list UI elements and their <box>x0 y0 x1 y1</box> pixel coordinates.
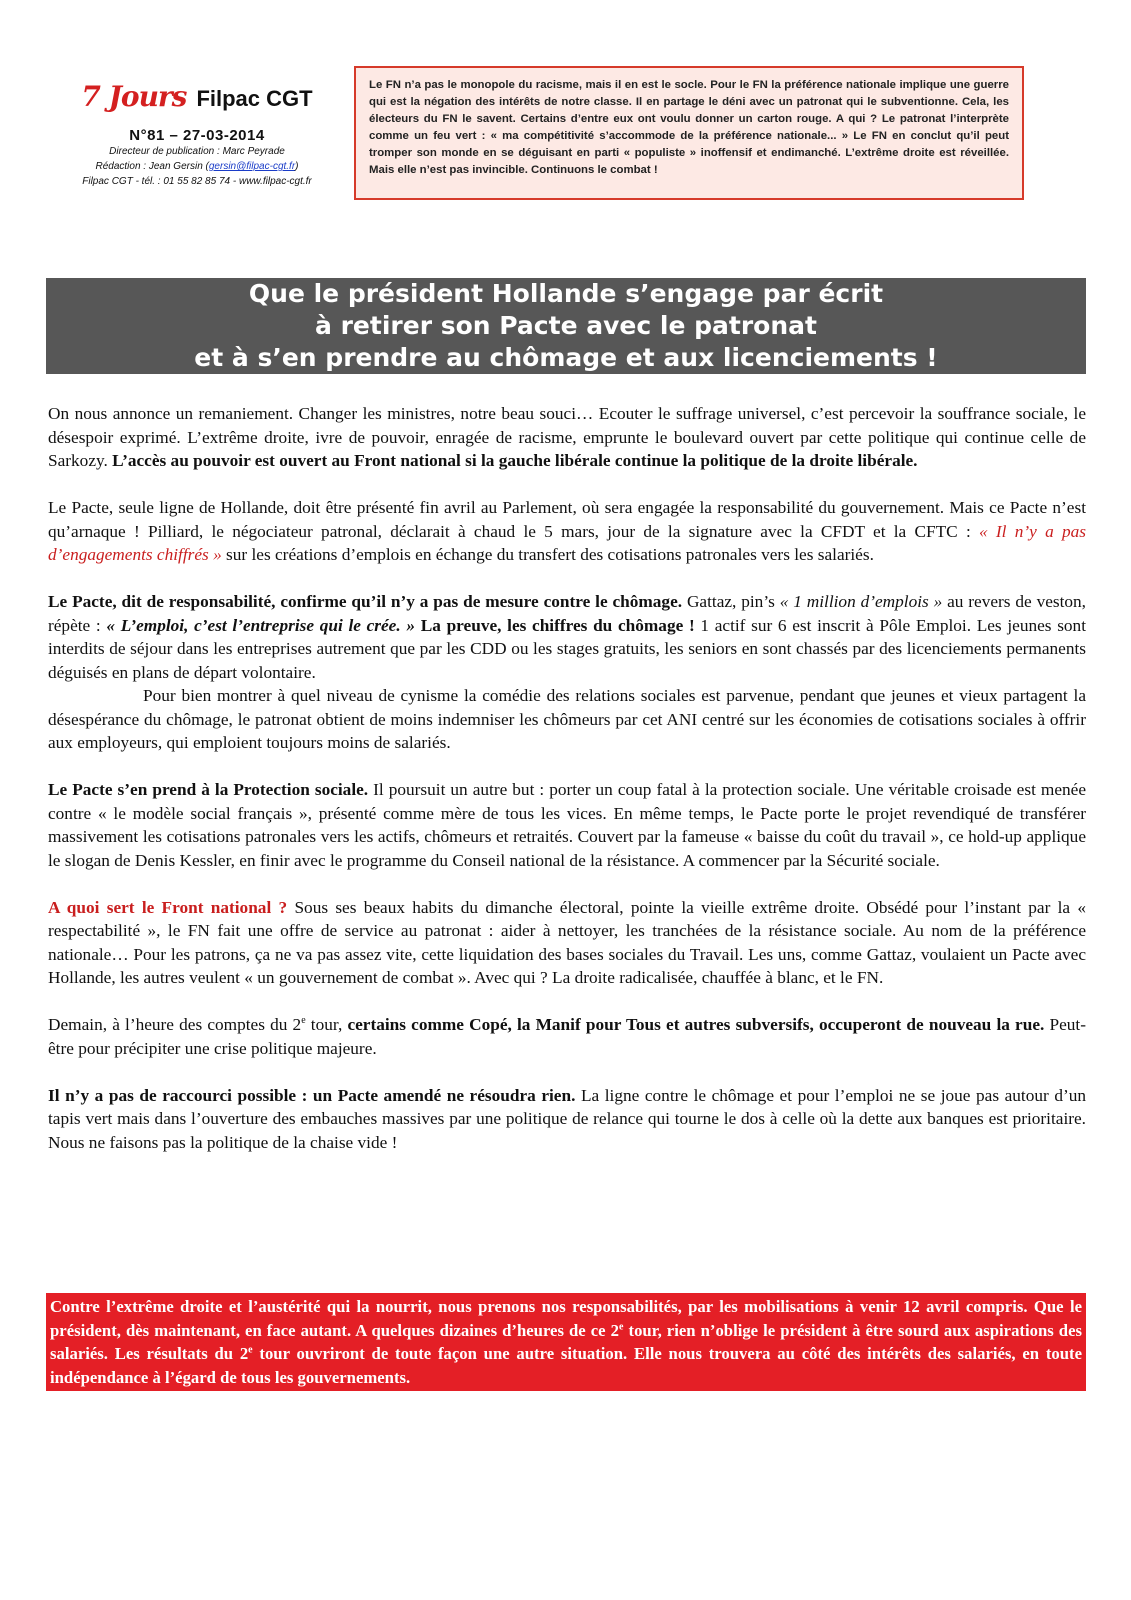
headline-line-1: Que le président Hollande s’engage par écrit <box>248 279 884 308</box>
closing-text-b: tour, rien n’oblige le président à être sourd aux aspirations des salariés. Les résultats du 2 <box>50 1320 1082 1363</box>
paragraph-6 <box>48 896 1086 990</box>
p2-quote: « Il n’y a pas d’engagements chiffrés » <box>48 521 1086 564</box>
p7-text-a: Demain, à l’heure des comptes du 2 <box>48 1015 302 1034</box>
brand-logo-script: 7 Jours <box>81 80 187 113</box>
p1-bold: L’accès au pouvoir est ouvert au Front national si la gauche libérale continue la politique de la droite libérale. <box>112 451 918 470</box>
closing-text-c: tour ouvriront de toute façon une autre situation. Elle nous trouvera au côté des intérêts des salariés, en toute indépendance à l’égard de tous les gouvernements. <box>50 1344 1082 1387</box>
p7-text-b: tour, <box>305 1015 348 1034</box>
article-body <box>48 402 1086 1178</box>
headline-line-3: et à s’en prendre au chômage et aux licenciements ! <box>194 343 938 372</box>
brand <box>52 80 342 113</box>
p3-text-d: au revers de veston, répète : <box>48 592 1087 635</box>
issue-number: N°81 – 27-03-2014 <box>129 127 265 144</box>
p3-text-b: Gattaz, pin’s <box>682 592 780 611</box>
paragraph-7 <box>48 1013 1086 1060</box>
p2-text-a: Le Pacte, seule ligne de Hollande, doit être présenté fin avril au Parlement, où sera engagée la responsabilité du gouvernement. Mais ce Pacte n’est qu’arnaque ! Pilliard, le négociateur patronal, déclarait à chaud le 5 mars, jour de la signature avec la CFDT et la CFTC : <box>48 498 1086 541</box>
redaction-prefix: Rédaction : Jean Gersin ( <box>95 161 209 172</box>
paragraph-2 <box>48 496 1086 567</box>
p3-quote-emploi: « L’emploi, c’est l’entreprise qui le crée. » <box>106 615 416 635</box>
headline-line-2: à retirer son Pacte avec le patronat <box>315 311 817 340</box>
publication-director: Directeur de publication : Marc Peyrade <box>109 146 285 157</box>
p7-bold: certains comme Copé, la Manif pour Tous et autres subversifs, occuperont de nouveau la rue. <box>347 1015 1045 1034</box>
masthead <box>52 80 342 189</box>
p5-text: Il poursuit un autre but : porter un coup fatal à la protection sociale. Une véritable croisade est menée contre « le modèle social français », présenté comme mère de tous les vices. En même temps, le Pacte porte le projet revendiqué de transférer massivement les cotisations patronales vers les actifs, chômeurs et retraités. Couvert par la fameuse « baisse du coût du travail », ce hold-up applique le slogan de Denis Kessler, en finir avec le programme du Conseil national de la résistance. A commencer par la Sécurité sociale. <box>48 780 1086 870</box>
paragraph-1 <box>48 402 1086 473</box>
closing-banner <box>46 1293 1086 1391</box>
closing-sup-2: e <box>248 1344 253 1356</box>
redaction-suffix: ) <box>295 161 299 172</box>
p3-bold-preuve: La preuve, les chiffres du chômage ! <box>415 615 695 635</box>
headline-banner <box>46 278 1086 374</box>
editorial-callout: Le FN n’a pas le monopole du racisme, mais il en est le socle. Pour le FN la préférence nationale implique une guerre qui est la négation des intérêts de notre classe. Il en partage le déni avec un patronat qui le subventionne. Cela, les électeurs du FN le savent. Certains d’entre eux ont voulu donner un carton rouge. A qui ? Le patronat l’interprète comme un feu vert : « ma compétitivité s’accommode de la préférence nationale... » Le FN en conclut qu’il peut tromper son monde en se déguisant en parti « populiste » inoffensif et endimanché. L’extrême droite est réveillée. Mais elle n’est pas invincible. Continuons le combat ! <box>354 66 1024 200</box>
closing-text-a: Contre l’extrême droite et l’austérité qui la nourrit, nous prenons nos responsabilités, par les mobilisations à venir 12 avril compris. Que le président, dès maintenant, en face autant. A quelques dizaines d’heures de ce 2 <box>50 1297 1082 1340</box>
closing-sup-1: e <box>619 1320 624 1332</box>
paragraph-3 <box>48 590 1086 684</box>
p8-text: La ligne contre le chômage et pour l’emploi ne se joue pas autour d’un tapis vert mais dans l’ouverture des embauches massives par une politique de relance qui tourne le dos à celle où la dette aux banques est prioritaire. Nous ne faisons pas la politique de la chaise vide ! <box>48 1085 1087 1152</box>
p7-superscript: e <box>301 1015 306 1027</box>
p3-quote-million: « 1 million d’emplois » <box>779 592 943 611</box>
paragraph-4: Pour bien montrer à quel niveau de cynisme la comédie des relations sociales est parvenue, pendant que jeunes et vieux partagent la désespérance du chômage, le patronat obtient de moins indemniser les chômeurs par cet ANI centré sur les économies de cotisations sociales à offrir aux employeurs, qui emploient toujours moins de salariés. <box>48 686 1086 752</box>
redaction-email-link[interactable]: gersin@filpac-cgt.fr <box>208 161 296 172</box>
brand-name: Filpac CGT <box>196 86 313 111</box>
redaction-line <box>52 159 342 174</box>
p3-text-g: 1 actif sur 6 est inscrit à Pôle Emploi. Les jeunes sont interdits de séjour dans les entreprises autrement que par les CDD ou les stages gratuits, les seniors en sont chassés par des licenciements permanents déguisés en plans de départ volontaire. <box>48 615 1087 682</box>
contact-line: Filpac CGT - tél. : 01 55 82 85 74 - www.filpac-cgt.fr <box>82 176 312 187</box>
p6-text: Sous ses beaux habits du dimanche électoral, pointe la vieille extrême droite. Obsédé pour l’instant par la « respectabilité », le FN fait une offre de service au patronat : aider à nettoyer, les tranchées de la résistance sociale. Au nom de la préférence nationale… Pour les patrons, ça ne va pas assez vite, cette liquidation des bases sociales du Travail. Les uns, comme Gattaz, voulaient un Pacte avec Hollande, les autres veulent « un gouvernement de combat ». Avec qui ? La droite radicalisée, chauffée à blanc, et le FN. <box>48 897 1086 987</box>
p5-bold-lead: Le Pacte s’en prend à la Protection sociale. <box>48 780 369 799</box>
p6-red-lead: A quoi sert le Front national ? <box>48 897 288 917</box>
paragraph-5 <box>48 778 1086 872</box>
p1-text: On nous annonce un remaniement. Changer les ministres, notre beau souci… Ecouter le suffrage universel, c’est percevoir la souffrance sociale, le désespoir exprimé. L’extrême droite, ivre de pouvoir, enragée de racisme, emprunte le boulevard ouvert par cette politique qui continue celle de Sarkozy. <box>48 404 1086 470</box>
p2-text-b: sur les créations d’emplois en échange du transfert des cotisations patronales vers les salariés. <box>221 545 874 564</box>
paragraph-8 <box>48 1084 1086 1155</box>
p8-bold-lead: Il n’y a pas de raccourci possible : un Pacte amendé ne résoudra rien. <box>48 1085 576 1105</box>
p3-bold-lead: Le Pacte, dit de responsabilité, confirme qu’il n’y a pas de mesure contre le chômage. <box>48 592 683 611</box>
p7-text-d: Peut-être pour précipiter une crise politique majeure. <box>48 1015 1086 1058</box>
